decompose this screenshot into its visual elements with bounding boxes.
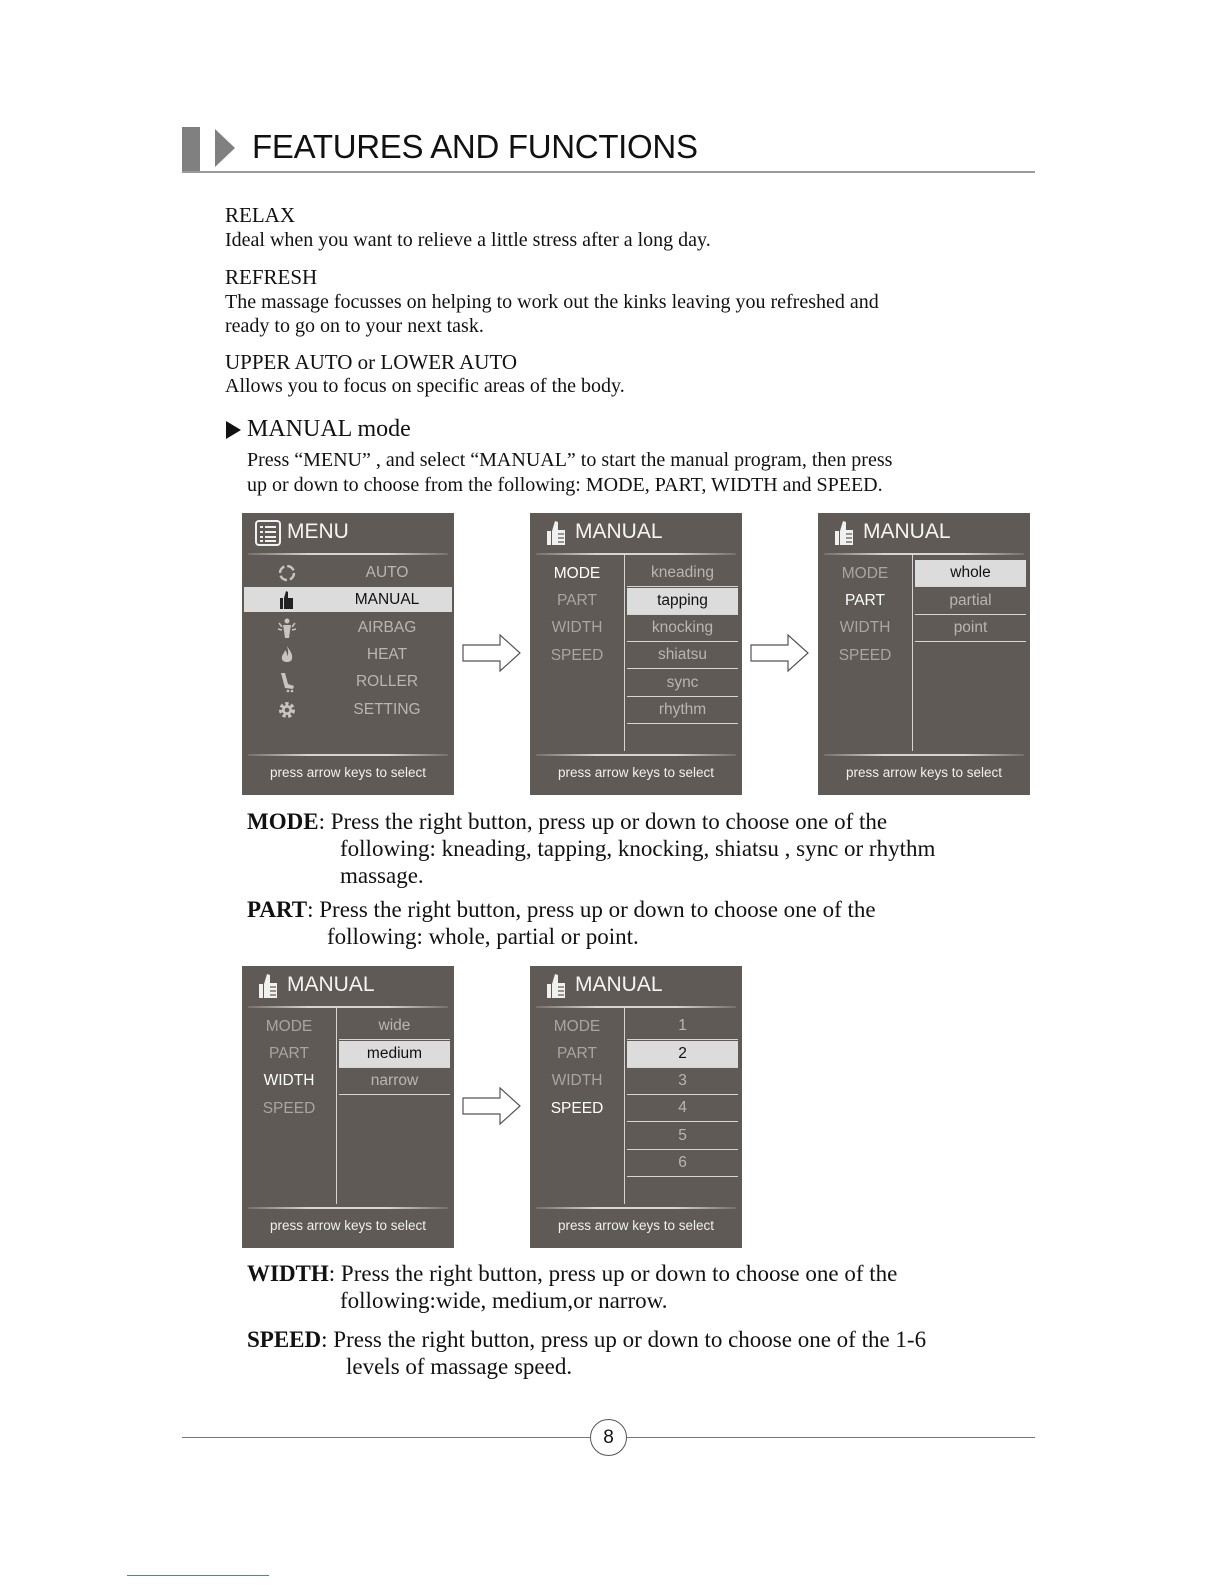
column-divider: [624, 555, 625, 751]
page-number: 8: [590, 1419, 627, 1456]
manual-left-part[interactable]: PART: [845, 592, 885, 609]
manual-left-part[interactable]: PART: [557, 1045, 597, 1062]
option-kneading[interactable]: kneading: [627, 560, 738, 587]
menu-item-manual[interactable]: [244, 587, 452, 612]
right-arrow-icon: [750, 633, 810, 673]
option-speed-2[interactable]: 2: [627, 1041, 738, 1068]
manual-mode-text-1: Press “MENU” , and select “MANUAL” to start the manual program, then press: [247, 449, 893, 471]
menu-item-label: HEAT: [366, 646, 408, 663]
thumb-hand-icon: [542, 519, 570, 547]
gear-icon: [276, 699, 298, 721]
thumb-hand-icon: [254, 972, 282, 1000]
mode-desc-text: : Press the right button, press up or down to choose one of the: [318, 809, 888, 834]
footer-rule-right: [627, 1437, 1035, 1438]
menu-item-setting[interactable]: [242, 697, 454, 722]
manual-left-mode[interactable]: MODE: [841, 565, 889, 582]
roller-foot-icon: [276, 671, 298, 693]
option-narrow[interactable]: narrow: [339, 1068, 450, 1095]
manual-left-part[interactable]: PART: [557, 592, 597, 609]
manual-left-mode[interactable]: MODE: [553, 1018, 601, 1035]
option-knocking[interactable]: knocking: [627, 615, 738, 642]
bullet-triangle-icon: [226, 421, 241, 439]
header-triangle-icon: [215, 129, 235, 167]
menu-item-airbag[interactable]: [242, 615, 454, 640]
panel-title: MANUAL: [287, 973, 375, 996]
footer-rule-left: [182, 1437, 590, 1438]
option-speed-3[interactable]: 3: [627, 1068, 738, 1095]
menu-item-label: AIRBAG: [357, 619, 417, 636]
manual-mode-title: MANUAL mode: [247, 416, 411, 442]
manual-left-width[interactable]: WIDTH: [839, 619, 891, 636]
panel-divider: [536, 1006, 736, 1008]
option-tapping[interactable]: tapping: [627, 588, 738, 615]
menu-item-heat[interactable]: [242, 642, 454, 667]
menu-item-roller[interactable]: [242, 669, 454, 694]
option-medium[interactable]: medium: [339, 1041, 450, 1068]
speed-description-line-2: levels of massage speed.: [346, 1354, 573, 1379]
mode-description-line-3: massage.: [340, 863, 424, 888]
part-description-line-1: [247, 896, 876, 923]
panel-title: MENU: [287, 520, 349, 543]
manual-left-mode[interactable]: MODE: [265, 1018, 313, 1035]
panel-footer-hint: press arrow keys to select: [557, 765, 715, 780]
menu-item-label: SETTING: [353, 701, 421, 718]
manual-left-speed[interactable]: SPEED: [550, 647, 604, 664]
option-sync[interactable]: sync: [627, 670, 738, 697]
list-icon: [254, 519, 282, 547]
panel-divider: [248, 754, 448, 756]
panel-title: MANUAL: [863, 520, 951, 543]
width-description-line-2: following:wide, medium,or narrow.: [340, 1288, 668, 1313]
column-divider: [912, 555, 913, 751]
mode-label: MODE: [247, 809, 319, 834]
header-divider: [182, 171, 1035, 173]
airbag-body-icon: [276, 617, 298, 639]
relax-title: RELAX: [225, 203, 295, 227]
panel-divider: [248, 1006, 448, 1008]
manual-mode-panel: [530, 513, 742, 795]
flame-icon: [276, 644, 298, 666]
manual-mode-text-2: up or down to choose from the following: MODE, PART, WIDTH and SPEED.: [247, 474, 883, 496]
option-speed-1[interactable]: 1: [627, 1013, 738, 1040]
option-whole[interactable]: whole: [915, 560, 1026, 587]
column-divider: [624, 1008, 625, 1204]
width-desc-text: : Press the right button, press up or down to choose one of the: [328, 1261, 898, 1286]
upper-auto-text: Allows you to focus on specific areas of the body.: [225, 375, 625, 397]
part-desc-text: : Press the right button, press up or down to choose one of the: [307, 897, 876, 922]
thumb-hand-icon: [276, 589, 298, 611]
column-divider: [336, 1008, 337, 1204]
page-title: FEATURES AND FUNCTIONS: [252, 128, 698, 165]
refresh-text-1: The massage focusses on helping to work out the kinks leaving you refreshed and: [225, 291, 879, 313]
menu-item-label: MANUAL: [354, 591, 420, 608]
manual-left-speed[interactable]: SPEED: [262, 1100, 316, 1117]
option-speed-4[interactable]: 4: [627, 1095, 738, 1122]
part-label: PART: [247, 897, 308, 922]
width-description-line-1: [247, 1260, 897, 1287]
panel-title: MANUAL: [575, 520, 663, 543]
manual-left-width[interactable]: WIDTH: [551, 1072, 603, 1089]
panel-footer-hint: press arrow keys to select: [269, 1218, 427, 1233]
manual-left-speed[interactable]: SPEED: [838, 647, 892, 664]
menu-panel: [242, 513, 454, 795]
panel-footer-hint: press arrow keys to select: [557, 1218, 715, 1233]
upper-auto-title: UPPER AUTO or LOWER AUTO: [225, 350, 518, 374]
option-speed-5[interactable]: 5: [627, 1123, 738, 1150]
manual-width-panel: [242, 966, 454, 1248]
auto-cycle-icon: [276, 562, 298, 584]
manual-left-speed[interactable]: SPEED: [550, 1100, 604, 1117]
part-description-line-2: following: whole, partial or point.: [327, 924, 639, 949]
panel-divider: [824, 754, 1024, 756]
menu-item-auto[interactable]: [242, 560, 454, 585]
manual-left-width[interactable]: WIDTH: [263, 1072, 315, 1089]
panel-divider: [536, 553, 736, 555]
thumb-hand-icon: [542, 972, 570, 1000]
manual-left-part[interactable]: PART: [269, 1045, 309, 1062]
speed-description-line-1: [247, 1326, 926, 1353]
refresh-title: REFRESH: [225, 265, 318, 289]
manual-speed-panel: [530, 966, 742, 1248]
speed-label: SPEED: [247, 1327, 322, 1352]
menu-item-label: ROLLER: [355, 673, 419, 690]
option-speed-6[interactable]: 6: [627, 1150, 738, 1177]
panel-title: MANUAL: [575, 973, 663, 996]
manual-part-panel: [818, 513, 1030, 795]
bottom-edge-line: [127, 1575, 269, 1576]
option-rhythm[interactable]: rhythm: [627, 697, 738, 724]
panel-divider: [248, 553, 448, 555]
right-arrow-icon: [462, 633, 522, 673]
panel-footer-hint: press arrow keys to select: [845, 765, 1003, 780]
panel-divider: [824, 553, 1024, 555]
option-partial[interactable]: partial: [915, 588, 1026, 615]
manual-left-mode[interactable]: MODE: [553, 565, 601, 582]
manual-left-width[interactable]: WIDTH: [551, 619, 603, 636]
width-label: WIDTH: [247, 1261, 329, 1286]
panel-footer-hint: press arrow keys to select: [269, 765, 427, 780]
header-bar-decoration: [182, 127, 200, 171]
refresh-text-2: ready to go on to your next task.: [225, 315, 484, 337]
panel-divider: [536, 1207, 736, 1209]
speed-desc-text: : Press the right button, press up or down to choose one of the 1-6: [321, 1327, 927, 1352]
option-wide[interactable]: wide: [339, 1013, 450, 1040]
relax-text: Ideal when you want to relieve a little stress after a long day.: [225, 229, 711, 251]
menu-item-label: AUTO: [365, 564, 409, 581]
option-point[interactable]: point: [915, 615, 1026, 642]
right-arrow-icon: [462, 1086, 522, 1126]
option-shiatsu[interactable]: shiatsu: [627, 642, 738, 669]
mode-description-line-2: following: kneading, tapping, knocking, shiatsu , sync or rhythm: [340, 836, 936, 861]
thumb-hand-icon: [830, 519, 858, 547]
mode-description-line-1: [247, 808, 887, 835]
panel-divider: [248, 1207, 448, 1209]
panel-divider: [536, 754, 736, 756]
